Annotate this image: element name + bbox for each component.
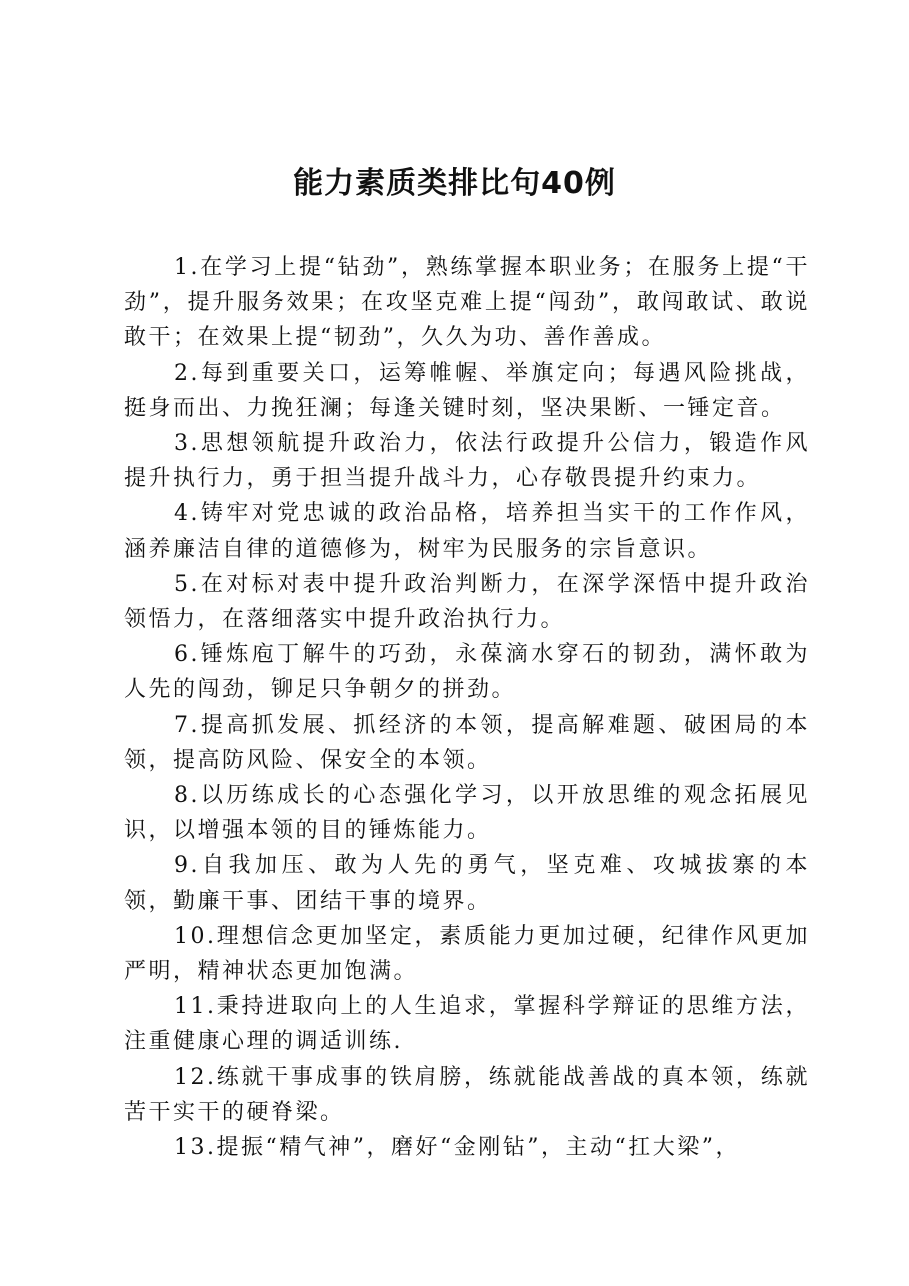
paragraph-12: 12.练就干事成事的铁肩膀，练就能战善战的真本领，练就苦干实干的硬脊梁。 <box>124 1064 810 1125</box>
paragraph-3: 3.思想领航提升政治力，依法行政提升公信力，锻造作风提升执行力，勇于担当提升战斗力，心存敬畏提升约束力。 <box>124 431 810 492</box>
paragraph-11: 11.秉持进取向上的人生追求，掌握科学辩证的思维方法，注重健康心理的调适训练. <box>124 994 810 1055</box>
paragraph-7: 7.提高抓发展、抓经济的本领，提高解难题、破困局的本领，提高防风险、保安全的本领。 <box>124 712 810 773</box>
paragraph-8: 8.以历练成长的心态强化学习，以开放思维的观念拓展见识，以增强本领的目的锤炼能力。 <box>124 783 810 844</box>
paragraph-6: 6.锤炼庖丁解牛的巧劲，永葆滴水穿石的韧劲，满怀敢为人先的闯劲，铆足只争朝夕的拼劲。 <box>124 642 810 703</box>
paragraph-4: 4.铸牢对党忠诚的政治品格，培养担当实干的工作作风，涵养廉洁自律的道德修为，树牢为民服务的宗旨意识。 <box>124 501 810 562</box>
document-title: 能力素质类排比句40例 <box>293 166 616 201</box>
paragraph-1: 1.在学习上提“钻劲”，熟练掌握本职业务；在服务上提“干劲”，提升服务效果；在攻坚克难上提“闯劲”，敢闯敢试、敢说敢干；在效果上提“韧劲”，久久为功、善作善成。 <box>124 255 810 351</box>
paragraph-10: 10.理想信念更加坚定，素质能力更加过硬，纪律作风更加严明，精神状态更加饱满。 <box>124 923 810 985</box>
paragraph-5: 5.在对标对表中提升政治判断力，在深学深悟中提升政治领悟力，在落细落实中提升政治执行力。 <box>124 571 810 633</box>
paragraph-2: 2.每到重要关口，运筹帷幄、举旗定向；每遇风险挑战，挺身而出、力挽狂澜；每逢关键时刻，坚决果断、一锤定音。 <box>124 360 810 421</box>
paragraph-9: 9.自我加压、敢为人先的勇气，坚克难、攻城拔寨的本领，勤廉干事、团结干事的境界。 <box>124 853 810 914</box>
document-body <box>124 250 810 1165</box>
paragraph-13: 13.提振“精气神”，磨好“金刚钻”，主动“扛大梁”， <box>174 1135 740 1161</box>
